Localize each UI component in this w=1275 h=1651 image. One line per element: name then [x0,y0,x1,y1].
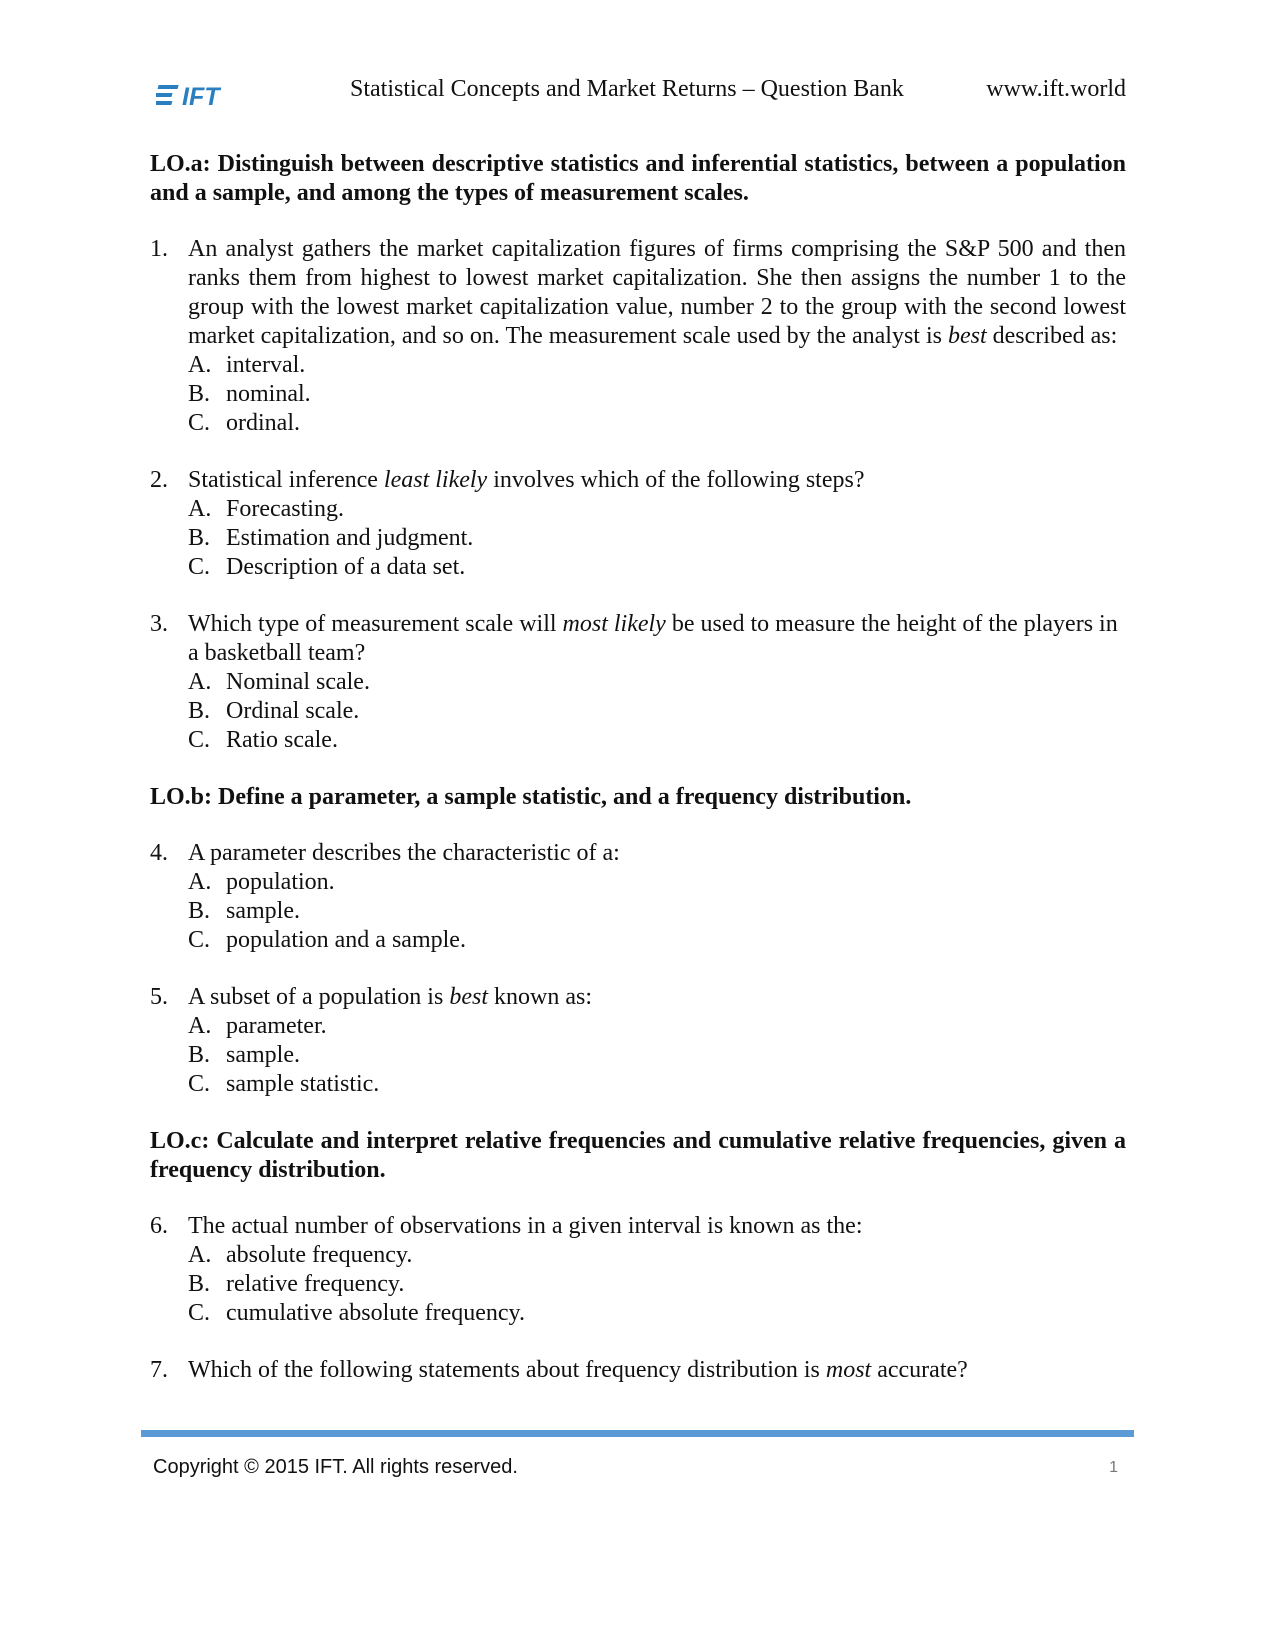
question-body [188,610,1126,755]
option-letter: C. [188,927,211,953]
option-text: sample statistic. [226,1071,380,1097]
option-letter: B. [188,698,211,724]
option-text: Description of a data set. [226,554,466,580]
stem-text: be used to measure the height of the players in a basketball team? [188,611,1118,666]
footer-divider [141,1430,1134,1437]
answer-option [188,351,1126,380]
answer-option [188,668,1126,697]
footer-copyright: Copyright © 2015 IFT. All rights reserved. [153,1456,518,1478]
option-letter: C. [188,410,211,436]
lo-heading: LO.a: Distinguish between descriptive statistics and inferential statistics, between a population and a sample, and among the types of measurement scales. [150,151,1126,206]
answer-option [188,897,1126,926]
answer-option [188,726,1126,755]
option-text: Ordinal scale. [226,698,360,724]
question-number: 1. [150,236,168,262]
answer-option [188,1012,1126,1041]
option-letter: A. [188,669,212,695]
option-text: sample. [226,1042,300,1068]
question-number: 7. [150,1357,168,1383]
answer-option [188,380,1126,409]
answer-option [188,1241,1126,1270]
stem-text: Statistical inference [188,467,384,493]
stem-text: Which type of measurement scale will [188,611,563,637]
answer-option [188,926,1126,955]
option-letter: B. [188,898,211,924]
answer-option [188,1070,1126,1099]
lo-heading: LO.b: Define a parameter, a sample statistic, and a frequency distribution. [150,784,912,810]
option-letter: B. [188,1042,211,1068]
question-body [188,983,1126,1099]
question-stem [188,983,1126,1012]
question-body [188,839,1126,955]
question-number: 3. [150,611,168,637]
option-letter: B. [188,525,211,551]
question-item [150,466,1126,582]
option-text: Ratio scale. [226,727,338,753]
question-stem [188,1356,1126,1385]
option-letter: A. [188,496,212,522]
stem-text: known as: [488,984,592,1010]
question-number: 6. [150,1213,168,1239]
emphasis-text: best [449,984,488,1010]
question-bank-content [150,150,1126,1413]
stem-text: A subset of a population is [188,984,450,1010]
question-item [150,839,1126,955]
question-stem [188,466,1126,495]
question-body [188,466,1126,582]
question-item [150,610,1126,755]
option-letter: A. [188,869,212,895]
question-item [150,983,1126,1099]
svg-text:IFT: IFT [182,83,220,110]
option-text: population. [226,869,335,895]
answer-option [188,1299,1126,1328]
stem-text: involves which of the following steps? [487,467,865,493]
question-number: 4. [150,840,168,866]
answer-option [188,697,1126,726]
question-item [150,235,1126,438]
question-stem [188,1212,1126,1241]
answer-option [188,1270,1126,1299]
stem-text: Which of the following statements about frequency distribution is [188,1357,826,1383]
ift-logo [156,80,242,110]
emphasis-text: least likely [383,467,488,493]
question-body [188,1356,1126,1385]
question-number: 5. [150,984,168,1010]
stem-text: accurate? [871,1357,968,1383]
emphasis-text: most [825,1357,872,1383]
option-letter: A. [188,1242,212,1268]
option-text: parameter. [226,1013,327,1039]
answer-option [188,553,1126,582]
option-text: nominal. [226,381,311,407]
option-text: ordinal. [226,410,300,436]
option-text: interval. [226,352,306,378]
header-url[interactable]: www.ift.world [986,76,1126,102]
option-letter: C. [188,554,211,580]
page-number: 1 [1109,1459,1118,1476]
option-text: Forecasting. [226,496,344,522]
question-item [150,1212,1126,1328]
option-letter: B. [188,1271,211,1297]
option-letter: C. [188,727,211,753]
stem-text: A parameter describes the characteristic of a: [188,840,620,866]
answer-option [188,524,1126,553]
option-text: population and a sample. [226,927,466,953]
emphasis-text: best [947,323,987,349]
question-stem [188,839,1126,868]
question-stem [188,610,1126,668]
option-text: relative frequency. [226,1271,405,1297]
answer-option [188,868,1126,897]
option-letter: C. [188,1300,211,1326]
option-letter: B. [188,381,211,407]
lo-heading: LO.c: Calculate and interpret relative frequencies and cumulative relative frequencies, given a frequency distribution. [150,1128,1126,1183]
header-title: Statistical Concepts and Market Returns – Question Bank [350,76,904,102]
question-item [150,1356,1126,1385]
option-letter: A. [188,352,212,378]
option-letter: C. [188,1071,211,1097]
stem-text: described as: [986,323,1118,349]
stem-text: An analyst gathers the market capitalization figures of firms comprising the S&P 500 and then ranks them from highest to lowest market capitalization. She then assigns the number 1 to the group with the lowest market capitalization value, number 2 to the group with the second lowest market capitalization, and so on. The measurement scale used by the analyst is [188,236,1126,349]
option-text: Nominal scale. [226,669,370,695]
answer-option [188,409,1126,438]
emphasis-text: most likely [562,611,666,637]
question-stem [188,235,1126,351]
question-body [188,1212,1126,1328]
question-number: 2. [150,467,168,493]
answer-option [188,495,1126,524]
option-text: cumulative absolute frequency. [226,1300,525,1326]
option-text: sample. [226,898,300,924]
stem-text: The actual number of observations in a given interval is known as the: [188,1213,863,1239]
question-body [188,235,1126,438]
answer-option [188,1041,1126,1070]
option-text: absolute frequency. [226,1242,413,1268]
option-letter: A. [188,1013,212,1039]
option-text: Estimation and judgment. [226,525,474,551]
